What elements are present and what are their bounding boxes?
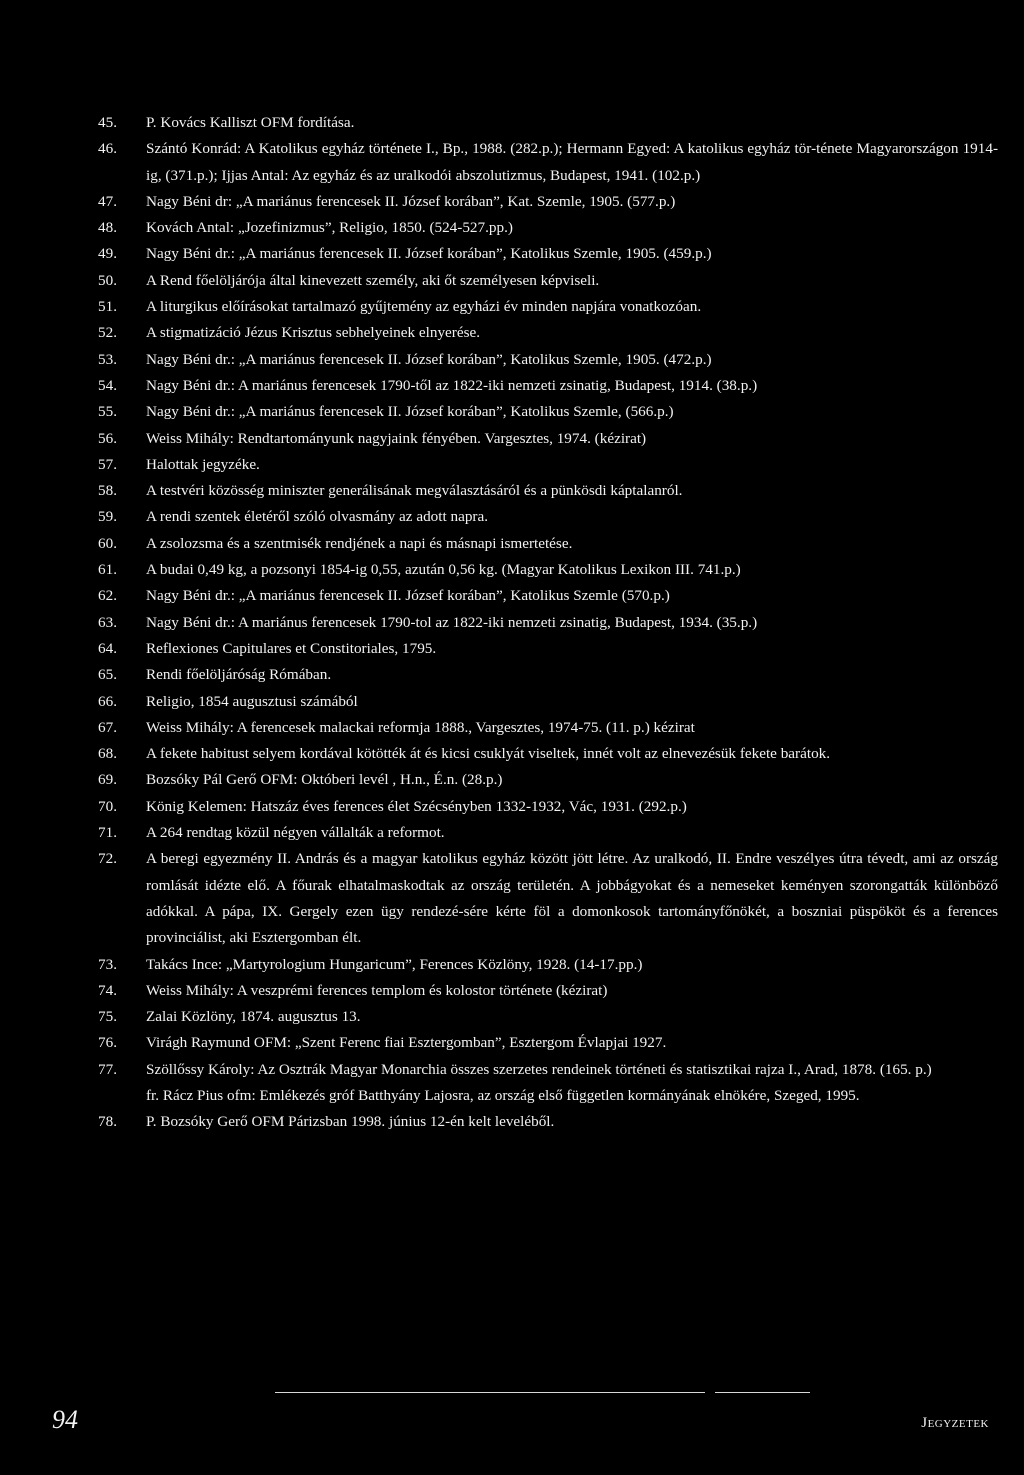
- endnote-text: Szántó Konrád: A Katolikus egyház története I., Bp., 1988. (282.p.); Hermann Egyed: A katolikus egyház tör-ténete Magyarországon 1914-ig, (371.p.); Ijjas Antal: Az egyház és az uralkodói abszolutizmus, Budapest, 1941. (102.p.): [146, 140, 998, 184]
- endnote-text: Rendi főelöljáróság Rómában.: [146, 666, 332, 684]
- endnote-item: [98, 189, 998, 215]
- endnote-item: [98, 583, 998, 609]
- endnote-item: [98, 1083, 998, 1109]
- endnote-item: [98, 504, 998, 530]
- endnote-item: [98, 741, 998, 767]
- endnote-item: [98, 110, 998, 136]
- endnote-item: [98, 478, 998, 504]
- endnote-number: 59.: [98, 508, 117, 526]
- endnote-number: 57.: [98, 455, 117, 473]
- endnote-number: 74.: [98, 981, 117, 999]
- endnote-item: [98, 636, 998, 662]
- endnote-text: Weiss Mihály: A veszprémi ferences templom és kolostor története (kézirat): [146, 981, 608, 999]
- endnote-number: 78.: [98, 1113, 117, 1131]
- endnote-item: [98, 978, 998, 1004]
- endnote-text: Halottak jegyzéke.: [146, 455, 260, 473]
- endnote-item: [98, 531, 998, 557]
- endnote-text: Nagy Béni dr.: „A mariánus ferencesek II. József korában”, Katolikus Szemle (570.p.): [146, 587, 670, 605]
- endnote-text: A testvéri közösség miniszter generálisának megválasztásáról és a pünkösdi káptalanról.: [146, 482, 683, 500]
- endnote-number: [98, 1083, 146, 1109]
- footer-rule: [275, 1392, 705, 1393]
- endnote-number: 46.: [98, 140, 117, 158]
- endnote-number: 56.: [98, 429, 117, 447]
- endnote-item: [98, 136, 998, 189]
- endnote-number: 66.: [98, 692, 117, 710]
- endnote-item: [98, 452, 998, 478]
- endnote-text: Bozsóky Pál Gerő OFM: Októberi levél , H.n., É.n. (28.p.): [146, 771, 503, 789]
- endnote-number: 55.: [98, 403, 117, 421]
- endnote-text: Zalai Közlöny, 1874. augusztus 13.: [146, 1008, 361, 1026]
- footer-rule-short: [715, 1392, 810, 1393]
- endnote-number: 63.: [98, 613, 117, 631]
- endnote-text: Reflexiones Capitulares et Constitoriales, 1795.: [146, 639, 437, 657]
- endnote-item: [98, 557, 998, 583]
- endnote-number: 64.: [98, 639, 117, 657]
- endnote-text: A beregi egyezmény II. András és a magyar katolikus egyház között jött létre. Az uralkodó, II. Endre veszélyes útra tévedt, ami az ország romlását idézte elő. A főurak elhatalmaskodtak az ország területén. A jobbágyokat és a nemeseket keményen szorongatták különböző adókkal. A pápa, IX. Gergely ezen ügy rendezé-sére kérte föl a domonkosok tartományfőnökét, a boszniai püspököt és a ferences provinciálist, aki Esztergomban élt.: [146, 850, 998, 947]
- endnote-text: Nagy Béni dr.: A mariánus ferencesek 1790-től az 1822-iki nemzeti zsinatig, Budapest, 1914. (38.p.): [146, 376, 758, 394]
- endnote-number: 48.: [98, 219, 117, 237]
- endnote-text: A rendi szentek életéről szóló olvasmány az adott napra.: [146, 508, 489, 526]
- endnote-item: [98, 1057, 998, 1083]
- endnote-number: 70.: [98, 797, 117, 815]
- endnote-number: 50.: [98, 271, 117, 289]
- endnote-text: Kovách Antal: „Jozefinizmus”, Religio, 1850. (524-527.pp.): [146, 219, 513, 237]
- endnote-item: [98, 347, 998, 373]
- endnote-item: [98, 1109, 998, 1135]
- endnote-number: 65.: [98, 666, 117, 684]
- endnotes-list: [98, 110, 998, 1136]
- endnote-text: A Rend főelöljárója által kinevezett személy, aki őt személyesen képviseli.: [146, 271, 600, 289]
- endnote-text: A zsolozsma és a szentmisék rendjének a napi és másnapi ismertetése.: [146, 534, 573, 552]
- endnote-number: 58.: [98, 482, 117, 500]
- endnote-item: [98, 241, 998, 267]
- endnote-number: 77.: [98, 1060, 117, 1078]
- endnote-number: 49.: [98, 245, 117, 263]
- endnote-text: Weiss Mihály: A ferencesek malackai reformja 1888., Vargesztes, 1974-75. (11. p.) kézirat: [146, 718, 695, 736]
- endnote-text: Virágh Raymund OFM: „Szent Ferenc fiai Esztergomban”, Esztergom Évlapjai 1927.: [146, 1034, 667, 1052]
- endnote-item: [98, 662, 998, 688]
- endnote-text: A 264 rendtag közül négyen vállalták a reformot.: [146, 824, 445, 842]
- endnote-number: 54.: [98, 376, 117, 394]
- endnote-text: Weiss Mihály: Rendtartományunk nagyjaink fényében. Vargesztes, 1974. (kézirat): [146, 429, 647, 447]
- endnote-item: [98, 820, 998, 846]
- endnote-text: Nagy Béni dr.: „A mariánus ferencesek II. József korában”, Katolikus Szemle, 1905. (472.p.): [146, 350, 712, 368]
- endnote-item: [98, 846, 998, 951]
- endnote-item: [98, 373, 998, 399]
- endnote-item: [98, 426, 998, 452]
- endnote-number: 72.: [98, 850, 117, 868]
- endnote-item: [98, 215, 998, 241]
- endnote-text: Religio, 1854 augusztusi számából: [146, 692, 358, 710]
- endnote-number: 76.: [98, 1034, 117, 1052]
- endnote-item: [98, 399, 998, 425]
- endnote-text: Takács Ince: „Martyrologium Hungaricum”, Ferences Közlöny, 1928. (14-17.pp.): [146, 955, 643, 973]
- endnote-item: [98, 689, 998, 715]
- endnote-text: A liturgikus előírásokat tartalmazó gyűjtemény az egyházi év minden napjára vonatkozóan.: [146, 298, 702, 316]
- endnote-text: A fekete habitust selyem kordával kötötték át és kicsi csuklyát viseltek, innét volt az elnevezésük fekete barátok.: [146, 745, 831, 763]
- endnote-number: 62.: [98, 587, 117, 605]
- endnote-text: A budai 0,49 kg, a pozsonyi 1854-ig 0,55, azután 0,56 kg. (Magyar Katolikus Lexikon III. 741.p.): [146, 561, 741, 579]
- endnote-item: [98, 320, 998, 346]
- endnote-item: [98, 794, 998, 820]
- endnote-number: 47.: [98, 192, 117, 210]
- endnote-number: 60.: [98, 534, 117, 552]
- endnote-item: [98, 1030, 998, 1056]
- page-number: 94: [52, 1405, 78, 1434]
- endnote-number: 51.: [98, 298, 117, 316]
- endnote-item: [98, 294, 998, 320]
- endnote-number: 69.: [98, 771, 117, 789]
- endnote-item: [98, 268, 998, 294]
- endnote-text: König Kelemen: Hatszáz éves ferences élet Szécsényben 1332-1932, Vác, 1931. (292.p.): [146, 797, 687, 815]
- endnote-number: 53.: [98, 350, 117, 368]
- endnote-number: 67.: [98, 718, 117, 736]
- endnote-number: 45.: [98, 114, 117, 131]
- endnote-number: 52.: [98, 324, 117, 342]
- endnote-text: P. Kovács Kalliszt OFM fordítása.: [146, 114, 355, 131]
- endnote-text: A stigmatizáció Jézus Krisztus sebhelyeinek elnyerése.: [146, 324, 481, 342]
- endnote-text: Nagy Béni dr.: „A mariánus ferencesek II. József korában”, Katolikus Szemle, (566.p.): [146, 403, 674, 421]
- endnote-text: Nagy Béni dr.: „A mariánus ferencesek II. József korában”, Katolikus Szemle, 1905. (459.p.): [146, 245, 712, 263]
- endnote-number: 71.: [98, 824, 117, 842]
- endnote-item: [98, 715, 998, 741]
- endnote-item: [98, 610, 998, 636]
- endnote-text: Nagy Béni dr.: A mariánus ferencesek 1790-tol az 1822-iki nemzeti zsinatig, Budapest, 1934. (35.p.): [146, 613, 758, 631]
- endnote-number: 61.: [98, 561, 117, 579]
- endnote-text: Nagy Béni dr: „A mariánus ferencesek II. József korában”, Kat. Szemle, 1905. (577.p.): [146, 192, 676, 210]
- endnote-text: P. Bozsóky Gerő OFM Párizsban 1998. június 12-én kelt leveléből.: [146, 1113, 555, 1131]
- endnote-item: [98, 767, 998, 793]
- endnote-number: 73.: [98, 955, 117, 973]
- endnote-text: Szöllőssy Károly: Az Osztrák Magyar Monarchia összes szerzetes rendeinek történeti és statisztikai rajza I., Arad, 1878. (165. p.): [146, 1060, 932, 1078]
- endnote-number: 68.: [98, 745, 117, 763]
- endnote-item: [98, 952, 998, 978]
- endnote-item: [98, 1004, 998, 1030]
- endnote-number: 75.: [98, 1008, 117, 1026]
- endnote-text: fr. Rácz Pius ofm: Emlékezés gróf Batthyány Lajosra, az ország első független kormányának elnökére, Szeged, 1995.: [146, 1086, 860, 1104]
- running-title: Jegyzetek: [921, 1415, 989, 1431]
